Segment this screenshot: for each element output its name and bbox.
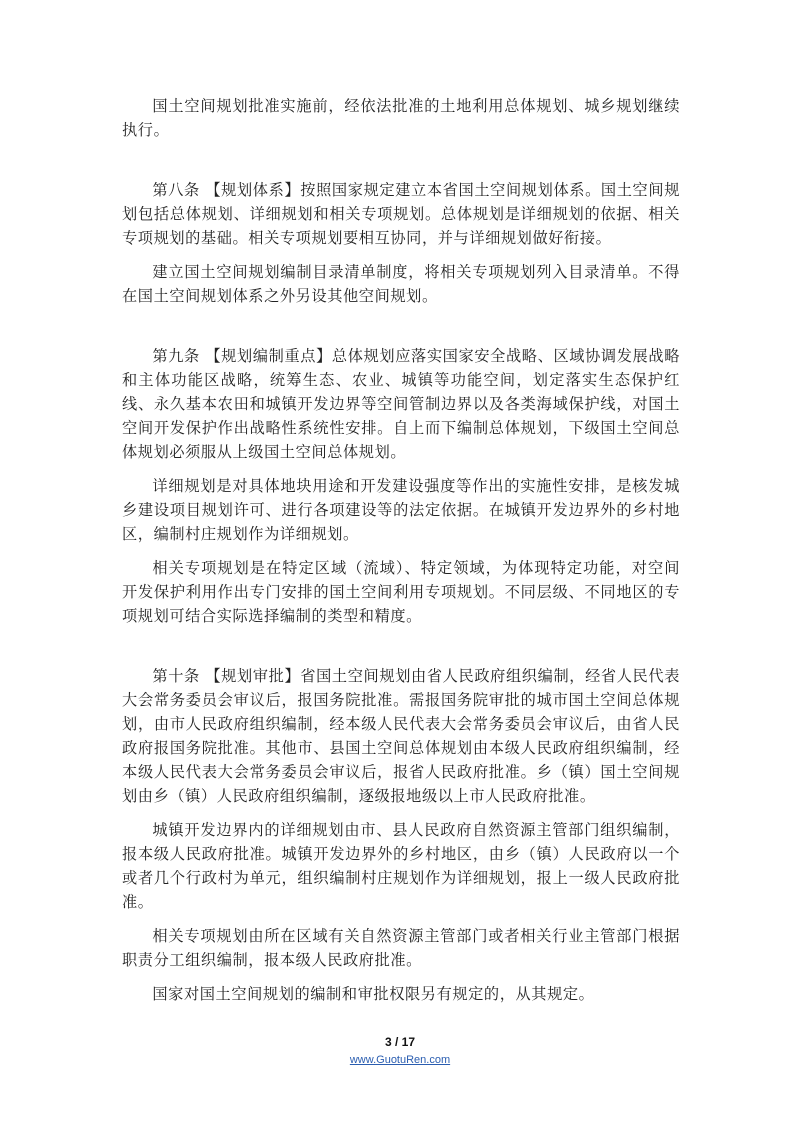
page-footer bbox=[0, 1034, 800, 1068]
paragraph: 建立国土空间规划编制目录清单制度，将相关专项规划列入目录清单。不得在国土空间规划体系之外另设其他空间规划。 bbox=[122, 263, 680, 305]
article-10-paragraph: 第十条 【规划审批】省国土空间规划由省人民政府组织编制，经省人民代表大会常务委员会审议后，报国务院批准。需报国务院审批的城市国土空间总体规划，由市人民政府组织编制，经本级人民代表大会常务委员会审议后，由省人民政府报国务院批准。其他市、县国土空间总体规划由本级人民政府组织编制，经本级人民代表大会常务委员会审议后，报省人民政府批准。乡（镇）国土空间规划由乡（镇）人民政府组织编制，逐级报地级以上市人民政府批准。 bbox=[122, 667, 680, 805]
paragraph: 相关专项规划是在特定区域（流域）、特定领域，为体现特定功能，对空间开发保护利用作出专门安排的国土空间利用专项规划。不同层级、不同地区的专项规划可结合实际选择编制的类型和精度。 bbox=[122, 559, 680, 625]
paragraph: 详细规划是对具体地块用途和开发建设强度等作出的实施性安排，是核发城乡建设项目规划许可、进行各项建设等的法定依据。在城镇开发边界外的乡村地区，编制村庄规划作为详细规划。 bbox=[122, 477, 680, 543]
document-body bbox=[122, 94, 680, 1016]
paragraph: 国土空间规划批准实施前，经依法批准的土地利用总体规划、城乡规划继续执行。 bbox=[122, 97, 680, 139]
paragraph: 城镇开发边界内的详细规划由市、县人民政府自然资源主管部门组织编制，报本级人民政府批准。城镇开发边界外的乡村地区，由乡（镇）人民政府以一个或者几个行政村为单元，组织编制村庄规划作为详细规划，报上一级人民政府批准。 bbox=[122, 821, 680, 911]
page-number: 3 / 17 bbox=[384, 1035, 416, 1049]
article-8-paragraph: 第八条 【规划体系】按照国家规定建立本省国土空间规划体系。国土空间规划包括总体规划、详细规划和相关专项规划。总体规划是详细规划的依据、相关专项规划的基础。相关专项规划要相互协同，并与详细规划做好衔接。 bbox=[122, 181, 680, 247]
site-link[interactable]: www.GuotuRen.com bbox=[349, 1054, 451, 1066]
article-9-paragraph: 第九条 【规划编制重点】总体规划应落实国家安全战略、区域协调发展战略和主体功能区战略，统筹生态、农业、城镇等功能空间，划定落实生态保护红线、永久基本农田和城镇开发边界等空间管制边界以及各类海域保护线，对国土空间开发保护作出战略性系统性安排。自上而下编制总体规划，下级国土空间总体规划必须服从上级国土空间总体规划。 bbox=[122, 347, 680, 461]
paragraph: 国家对国土空间规划的编制和审批权限另有规定的，从其规定。 bbox=[152, 985, 595, 1003]
paragraph: 相关专项规划由所在区域有关自然资源主管部门或者相关行业主管部门根据职责分工组织编制，报本级人民政府批准。 bbox=[122, 927, 680, 969]
